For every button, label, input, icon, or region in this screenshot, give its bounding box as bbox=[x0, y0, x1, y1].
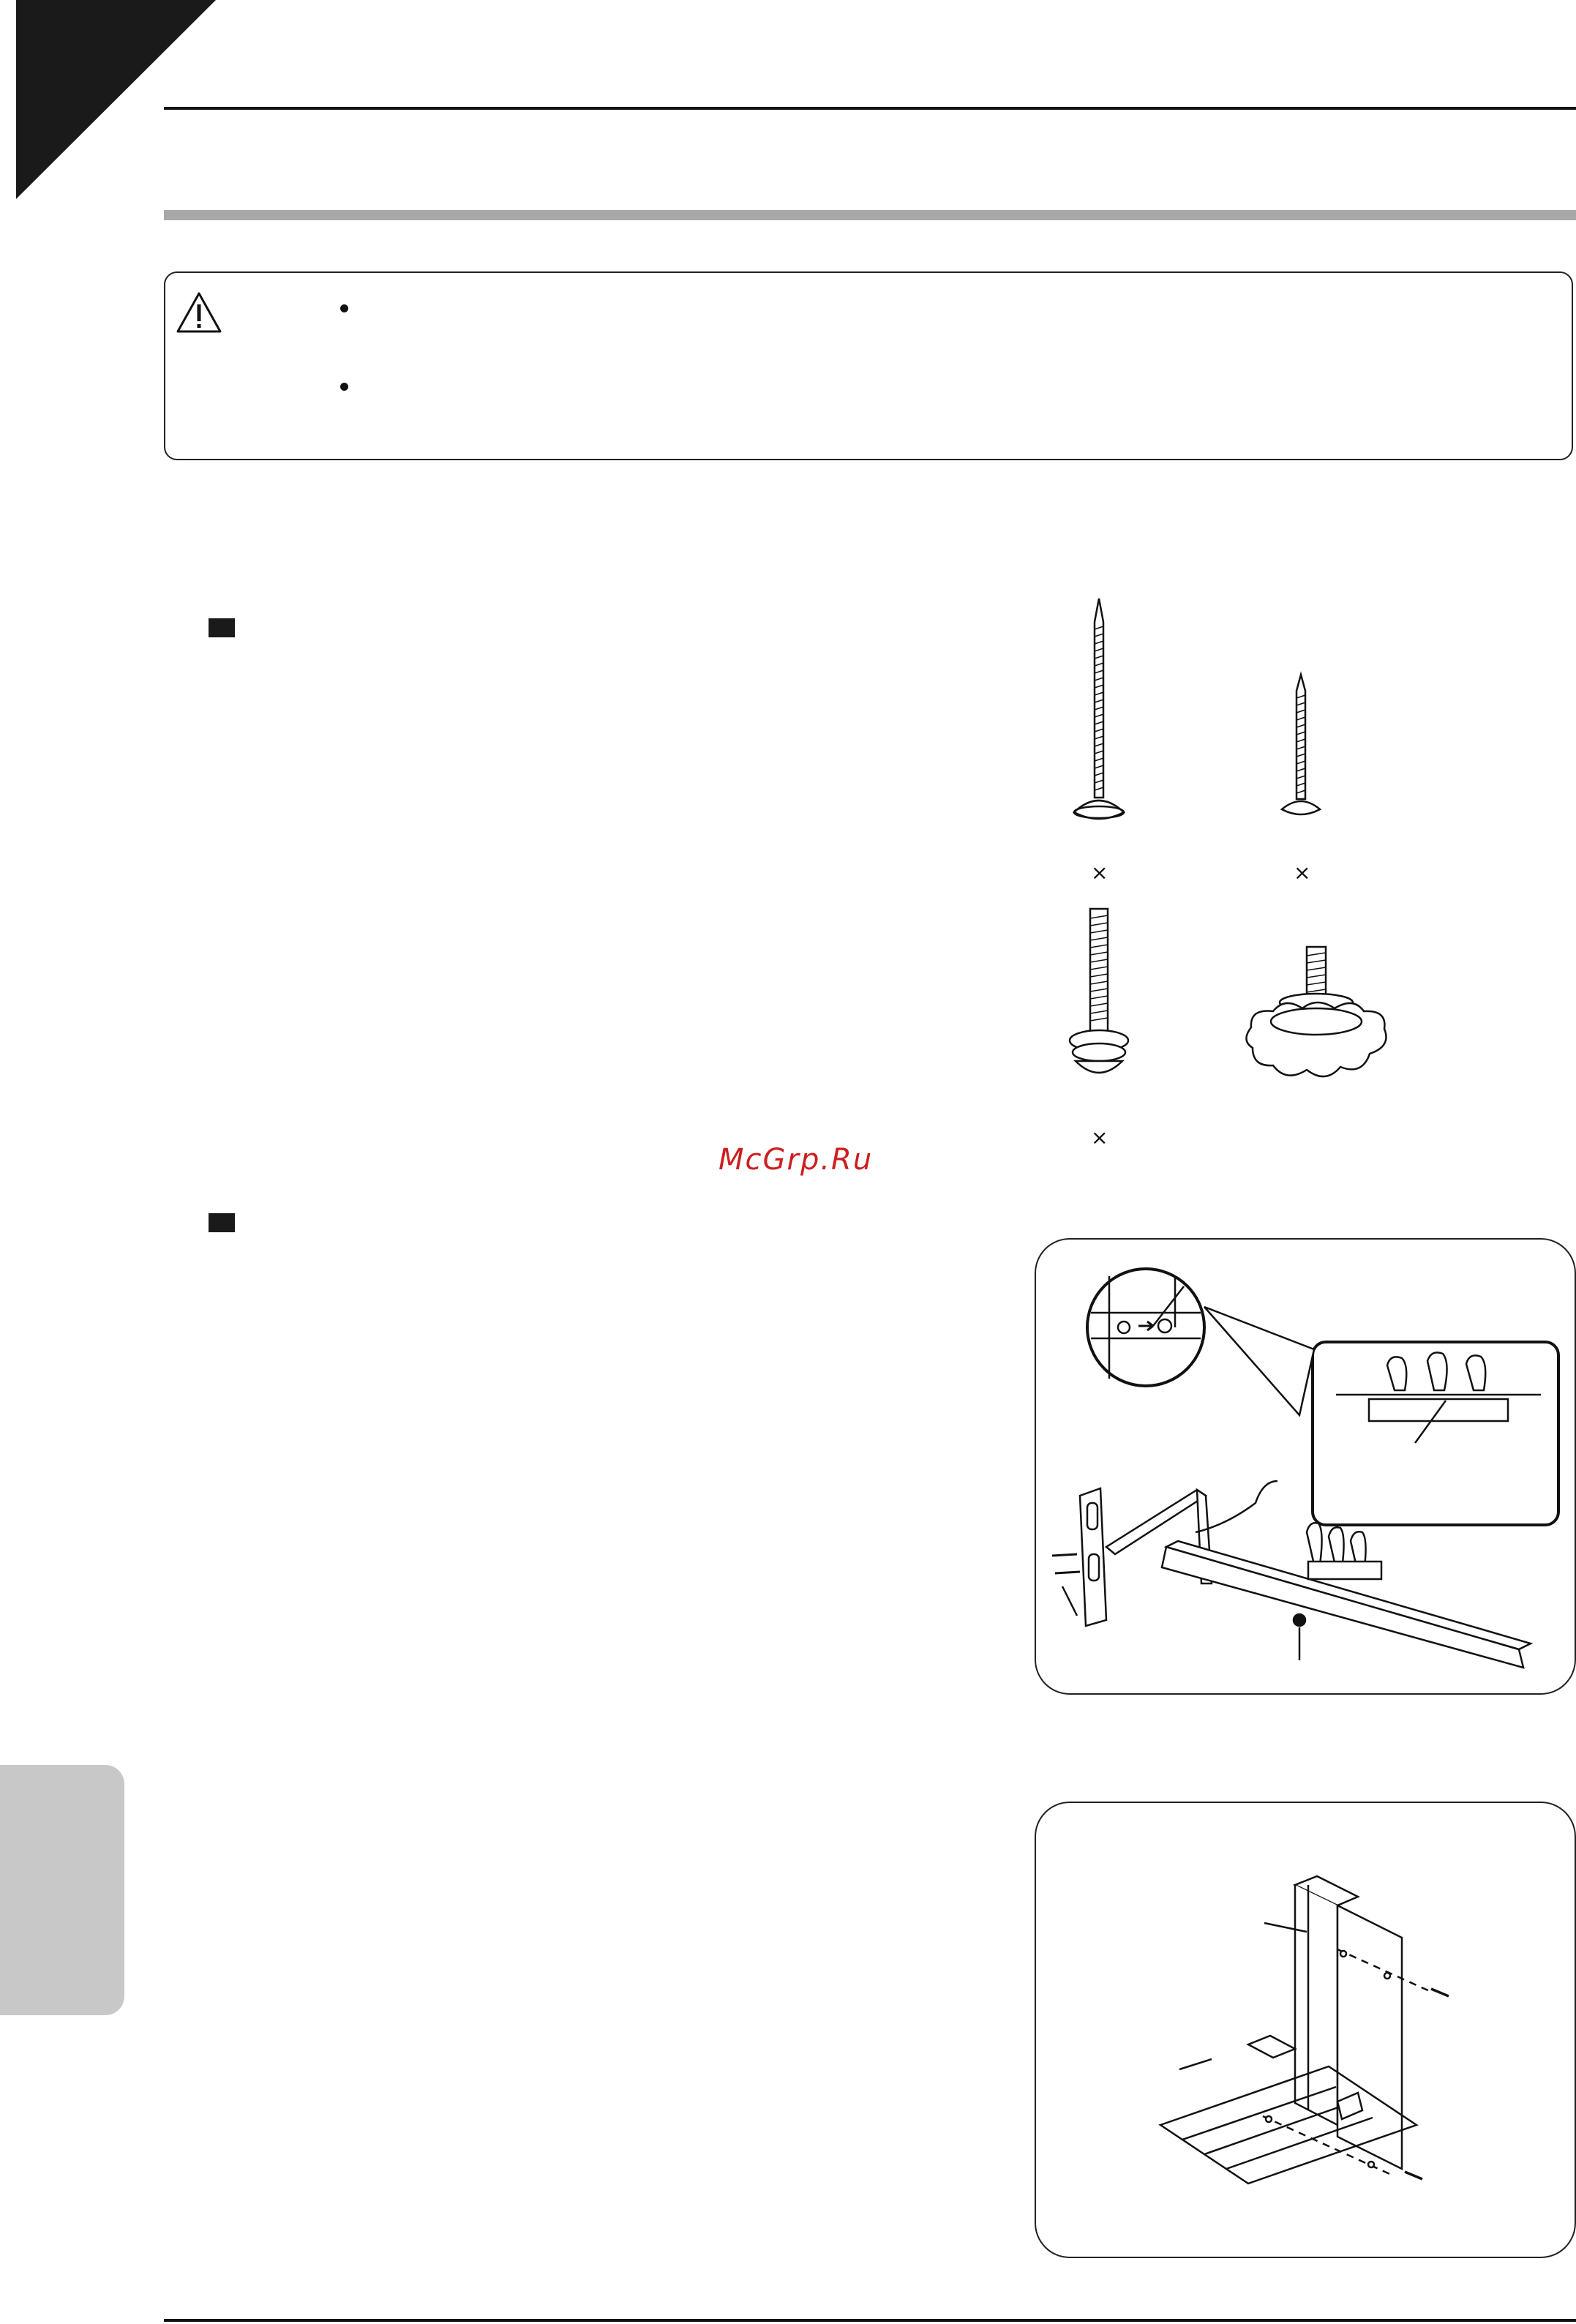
section-divider bbox=[164, 210, 1576, 220]
figure-back-panel bbox=[1035, 1802, 1576, 2258]
qty-sign-bolt: × bbox=[1091, 1125, 1108, 1150]
qty-sign-long-screw: × bbox=[1091, 861, 1108, 885]
corner-triangle-icon bbox=[0, 0, 219, 205]
chapter-side-tab bbox=[0, 1765, 124, 2015]
watermark: McGrp.Ru bbox=[718, 1143, 874, 1177]
section-marker-parts bbox=[209, 618, 235, 637]
bolt-with-washers-icon bbox=[1070, 909, 1128, 1073]
caution-bullet-1 bbox=[340, 304, 348, 312]
adjuster-knob-icon bbox=[1246, 947, 1386, 1076]
figure-pedal-assembly bbox=[1035, 1238, 1576, 1695]
caution-box bbox=[164, 271, 1573, 460]
pedal-assembly-illustration bbox=[1036, 1240, 1576, 1696]
short-screw-icon bbox=[1282, 675, 1320, 814]
caution-bullet-2 bbox=[340, 383, 348, 391]
long-screw-icon bbox=[1074, 599, 1124, 819]
footer-rule bbox=[164, 2319, 1576, 2322]
header-rule bbox=[164, 107, 1576, 110]
back-panel-illustration bbox=[1036, 1803, 1576, 2260]
warning-triangle-icon bbox=[176, 291, 222, 334]
section-marker-step-1 bbox=[209, 1213, 235, 1232]
qty-sign-short-screw: × bbox=[1294, 861, 1311, 885]
